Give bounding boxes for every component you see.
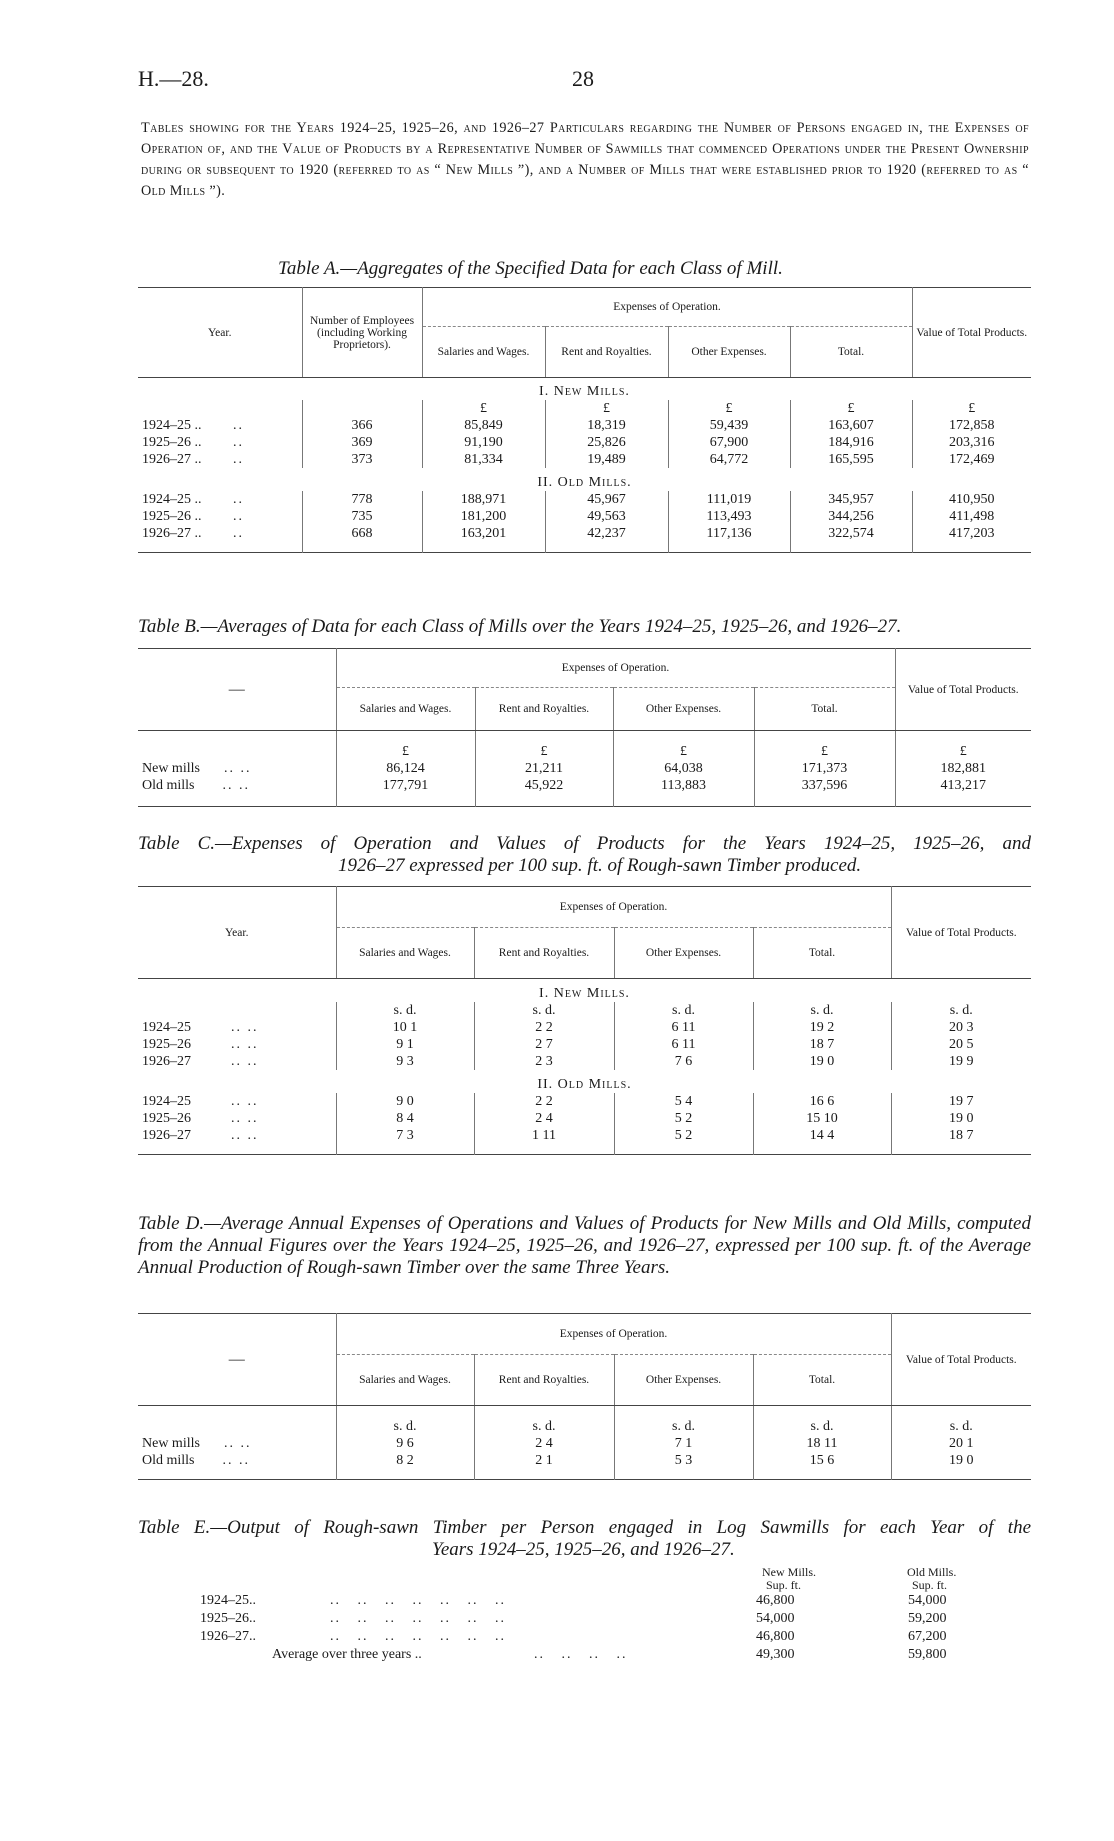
cell-value: 410,950 bbox=[912, 491, 1031, 508]
cell-total: 345,957 bbox=[790, 491, 912, 508]
cell-rent: 21,211 bbox=[475, 760, 613, 777]
cell-value: 172,469 bbox=[912, 451, 1031, 468]
unit-label: s. d. bbox=[474, 1002, 614, 1019]
cell-rent: 45,922 bbox=[475, 777, 613, 807]
leader-dots: .. .. bbox=[231, 1037, 259, 1052]
unit-label: s. d. bbox=[614, 1002, 753, 1019]
cell-old-mills: 59,800 bbox=[908, 1647, 947, 1662]
page-number: 28 bbox=[572, 66, 594, 91]
table-row bbox=[138, 1019, 1031, 1036]
col-label: — bbox=[138, 649, 336, 731]
leader-dots: .. .. bbox=[231, 1054, 259, 1069]
table-e-caption-line2: Years 1924–25, 1925–26, and 1926–27. bbox=[432, 1539, 735, 1560]
row-label: New mills bbox=[142, 761, 200, 776]
cell-other: 7 6 bbox=[614, 1053, 753, 1070]
cell-total: 165,595 bbox=[790, 451, 912, 468]
table-row bbox=[138, 434, 1031, 451]
table-e-caption-line1: Table E.—Output of Rough-sawn Timber per Person engaged in Log Sawmills for each Year of the bbox=[138, 1517, 1031, 1538]
unit-label: Sup. ft. bbox=[912, 1578, 948, 1592]
cell-other: 117,136 bbox=[668, 525, 790, 553]
leader-dots: .. bbox=[233, 492, 244, 507]
cell-rent: 2 2 bbox=[474, 1019, 614, 1036]
leader-dots: .. .. bbox=[223, 1436, 252, 1451]
cell-total: 322,574 bbox=[790, 525, 912, 553]
cell-old-mills: 67,200 bbox=[908, 1629, 947, 1644]
table-row bbox=[200, 1628, 1000, 1645]
cell-other: 67,900 bbox=[668, 434, 790, 451]
cell-total: 163,607 bbox=[790, 417, 912, 434]
row-year: 1925–26 .. bbox=[142, 509, 202, 524]
col-rent: Rent and Royalties. bbox=[545, 327, 668, 378]
col-value: Value of Total Products. bbox=[895, 649, 1031, 731]
document-reference: H.—28. bbox=[138, 66, 209, 91]
cell-rent: 2 4 bbox=[474, 1110, 614, 1127]
cell-total: 16 6 bbox=[753, 1093, 891, 1110]
cell-salaries: 7 3 bbox=[336, 1127, 474, 1155]
row-label: Average over three years .. bbox=[272, 1647, 422, 1662]
cell-value: 417,203 bbox=[912, 525, 1031, 553]
row-year: 1924–25 .. bbox=[142, 492, 202, 507]
leader-dots: .. .. bbox=[231, 1094, 259, 1109]
table-row bbox=[138, 525, 1031, 553]
row-year: 1926–27 .. bbox=[142, 452, 202, 467]
cell-value: 203,316 bbox=[912, 434, 1031, 451]
cell-old-mills: 59,200 bbox=[908, 1611, 947, 1626]
col-salaries: Salaries and Wages. bbox=[336, 1355, 474, 1406]
table-c bbox=[138, 886, 1031, 1155]
cell-rent: 42,237 bbox=[545, 525, 668, 553]
cell-other: 7 1 bbox=[614, 1435, 753, 1452]
col-other: Other Expenses. bbox=[613, 688, 754, 731]
cell-other: 5 2 bbox=[614, 1127, 753, 1155]
cell-rent: 45,967 bbox=[545, 491, 668, 508]
cell-total: 18 11 bbox=[753, 1435, 891, 1452]
unit-label: £ bbox=[545, 400, 668, 417]
col-expenses: Expenses of Operation. bbox=[336, 1314, 891, 1355]
unit-label: £ bbox=[668, 400, 790, 417]
cell-value: 19 0 bbox=[891, 1110, 1031, 1127]
cell-rent: 19,489 bbox=[545, 451, 668, 468]
cell-salaries: 8 2 bbox=[336, 1452, 474, 1480]
cell-rent: 25,826 bbox=[545, 434, 668, 451]
col-value: Value of Total Products. bbox=[891, 887, 1031, 979]
cell-new-mills: 46,800 bbox=[756, 1593, 795, 1608]
row-label: Old mills bbox=[142, 1453, 195, 1468]
cell-other: 111,019 bbox=[668, 491, 790, 508]
unit-label: s. d. bbox=[614, 1406, 753, 1436]
cell-value: 19 0 bbox=[891, 1452, 1031, 1480]
cell-employees: 366 bbox=[302, 417, 422, 434]
cell-salaries: 9 1 bbox=[336, 1036, 474, 1053]
table-row-average bbox=[272, 1646, 1000, 1663]
cell-salaries: 181,200 bbox=[422, 508, 545, 525]
table-a bbox=[138, 287, 1031, 553]
col-total: Total. bbox=[754, 688, 895, 731]
cell-other: 5 4 bbox=[614, 1093, 753, 1110]
col-year: Year. bbox=[138, 887, 336, 979]
table-d bbox=[138, 1313, 1031, 1480]
cell-other: 113,883 bbox=[613, 777, 754, 807]
unit-label: s. d. bbox=[474, 1406, 614, 1436]
cell-value: 411,498 bbox=[912, 508, 1031, 525]
unit-label: s. d. bbox=[336, 1002, 474, 1019]
row-year: 1925–26 bbox=[142, 1037, 191, 1052]
cell-salaries: 9 3 bbox=[336, 1053, 474, 1070]
leader-dots: .. .. .. .. .. .. .. bbox=[330, 1611, 506, 1626]
row-label: Old mills bbox=[142, 778, 195, 793]
table-c-caption-line2: 1926–27 expressed per 100 sup. ft. of Rough-sawn Timber produced. bbox=[338, 855, 862, 876]
col-expenses: Expenses of Operation. bbox=[336, 649, 895, 688]
row-year: 1924–25.. bbox=[200, 1593, 256, 1608]
cell-new-mills: 46,800 bbox=[756, 1629, 795, 1644]
leader-dots: .. .. bbox=[222, 778, 251, 793]
cell-value: 172,858 bbox=[912, 417, 1031, 434]
cell-salaries: 9 6 bbox=[336, 1435, 474, 1452]
row-year: 1926–27 bbox=[142, 1128, 191, 1143]
cell-salaries: 163,201 bbox=[422, 525, 545, 553]
cell-other: 64,038 bbox=[613, 760, 754, 777]
cell-total: 15 10 bbox=[753, 1110, 891, 1127]
intro-paragraph: Tables showing for the Years 1924–25, 1925–26, and 1926–27 Particulars regarding the Number of Persons engaged in, the Expenses of Operation of, and the Value of Products by a Representative Number of Sawmills that commenced Operations under the Present Ownership during or subsequent to 1920 (referred to as “ New Mills ”), and a Number of Mills that were established prior to 1920 (referred to as “ Old Mills ”). bbox=[141, 120, 1029, 199]
col-other: Other Expenses. bbox=[668, 327, 790, 378]
leader-dots: .. bbox=[233, 509, 244, 524]
cell-total: 18 7 bbox=[753, 1036, 891, 1053]
unit-label: £ bbox=[895, 731, 1031, 761]
row-year: 1925–26.. bbox=[200, 1611, 256, 1626]
cell-salaries: 8 4 bbox=[336, 1110, 474, 1127]
table-e-caption bbox=[138, 1517, 1031, 1561]
cell-total: 14 4 bbox=[753, 1127, 891, 1155]
cell-new-mills: 49,300 bbox=[756, 1647, 795, 1662]
table-c-caption-line1: Table C.—Expenses of Operation and Values of Products for the Years 1924–25, 1925–26, and bbox=[138, 833, 1031, 854]
section-new-mills: I. New Mills. bbox=[539, 384, 630, 399]
leader-dots: .. .. bbox=[231, 1128, 259, 1143]
cell-salaries: 86,124 bbox=[336, 760, 475, 777]
leader-dots: .. .. .. .. .. .. .. bbox=[330, 1629, 506, 1644]
col-rent: Rent and Royalties. bbox=[474, 928, 614, 979]
unit-label: s. d. bbox=[891, 1002, 1031, 1019]
cell-rent: 2 3 bbox=[474, 1053, 614, 1070]
table-row bbox=[200, 1610, 1000, 1627]
col-expenses: Expenses of Operation. bbox=[422, 288, 912, 327]
leader-dots: .. .. .. .. bbox=[534, 1647, 628, 1662]
cell-salaries: 85,849 bbox=[422, 417, 545, 434]
table-row bbox=[138, 1093, 1031, 1110]
col-other: Other Expenses. bbox=[614, 928, 753, 979]
cell-employees: 369 bbox=[302, 434, 422, 451]
cell-total: 337,596 bbox=[754, 777, 895, 807]
table-row bbox=[138, 1036, 1031, 1053]
row-year: 1925–26 .. bbox=[142, 435, 202, 450]
leader-dots: .. .. bbox=[222, 1453, 251, 1468]
col-total: Total. bbox=[753, 1355, 891, 1406]
cell-other: 5 2 bbox=[614, 1110, 753, 1127]
cell-rent: 2 1 bbox=[474, 1452, 614, 1480]
unit-label: £ bbox=[475, 731, 613, 761]
col-salaries: Salaries and Wages. bbox=[336, 928, 474, 979]
col-salaries: Salaries and Wages. bbox=[336, 688, 475, 731]
table-row bbox=[138, 417, 1031, 434]
row-label: New mills bbox=[142, 1436, 200, 1451]
cell-other: 113,493 bbox=[668, 508, 790, 525]
table-row bbox=[138, 1127, 1031, 1155]
col-old-mills: Old Mills. bbox=[907, 1565, 957, 1579]
table-row bbox=[138, 1435, 1031, 1452]
cell-other: 6 11 bbox=[614, 1036, 753, 1053]
cell-other: 59,439 bbox=[668, 417, 790, 434]
table-row bbox=[138, 1452, 1031, 1480]
cell-total: 15 6 bbox=[753, 1452, 891, 1480]
cell-rent: 2 2 bbox=[474, 1093, 614, 1110]
row-year: 1924–25 bbox=[142, 1094, 191, 1109]
cell-employees: 373 bbox=[302, 451, 422, 468]
table-b-caption: Table B.—Averages of Data for each Class of Mills over the Years 1924–25, 1925–26, and 1926–27. bbox=[138, 616, 902, 637]
cell-salaries: 177,791 bbox=[336, 777, 475, 807]
table-row bbox=[138, 760, 1031, 777]
section-new-mills: I. New Mills. bbox=[539, 986, 630, 1001]
col-salaries: Salaries and Wages. bbox=[422, 327, 545, 378]
row-year: 1925–26 bbox=[142, 1111, 191, 1126]
cell-value: 413,217 bbox=[895, 777, 1031, 807]
cell-rent: 2 7 bbox=[474, 1036, 614, 1053]
row-year: 1926–27 .. bbox=[142, 526, 202, 541]
leader-dots: .. bbox=[233, 418, 244, 433]
col-value: Value of Total Products. bbox=[891, 1314, 1031, 1406]
row-year: 1926–27.. bbox=[200, 1629, 256, 1644]
cell-other: 64,772 bbox=[668, 451, 790, 468]
cell-total: 171,373 bbox=[754, 760, 895, 777]
unit-label: £ bbox=[754, 731, 895, 761]
col-year: Year. bbox=[138, 288, 302, 378]
cell-employees: 668 bbox=[302, 525, 422, 553]
cell-value: 19 9 bbox=[891, 1053, 1031, 1070]
table-a-caption: Table A.—Aggregates of the Specified Data for each Class of Mill. bbox=[278, 258, 783, 279]
col-expenses: Expenses of Operation. bbox=[336, 887, 891, 928]
cell-salaries: 188,971 bbox=[422, 491, 545, 508]
cell-total: 19 2 bbox=[753, 1019, 891, 1036]
cell-value: 20 5 bbox=[891, 1036, 1031, 1053]
table-row bbox=[138, 451, 1031, 468]
leader-dots: .. bbox=[233, 526, 244, 541]
unit-label: Sup. ft. bbox=[766, 1578, 802, 1592]
table-d-caption: Table D.—Average Annual Expenses of Operations and Values of Products for New Mills and Old Mills, computed from the Annual Figures over the Years 1924–25, 1925–26, and 1926–27, expressed per 100 sup. ft. of the Average Annual Production of Rough-sawn Timber over the same Three Years. bbox=[138, 1213, 1031, 1278]
cell-salaries: 9 0 bbox=[336, 1093, 474, 1110]
table-row bbox=[138, 777, 1031, 807]
col-rent: Rent and Royalties. bbox=[474, 1355, 614, 1406]
col-employees: Number of Employees (including Working Proprietors). bbox=[302, 288, 422, 378]
unit-label: s. d. bbox=[753, 1406, 891, 1436]
section-old-mills: II. Old Mills. bbox=[537, 475, 632, 490]
leader-dots: .. .. bbox=[223, 761, 252, 776]
cell-employees: 778 bbox=[302, 491, 422, 508]
unit-label: s. d. bbox=[336, 1406, 474, 1436]
col-rent: Rent and Royalties. bbox=[475, 688, 613, 731]
cell-other: 5 3 bbox=[614, 1452, 753, 1480]
cell-rent: 49,563 bbox=[545, 508, 668, 525]
table-row bbox=[138, 1110, 1031, 1127]
leader-dots: .. .. bbox=[231, 1020, 259, 1035]
unit-label: £ bbox=[613, 731, 754, 761]
unit-label: £ bbox=[790, 400, 912, 417]
cell-total: 19 0 bbox=[753, 1053, 891, 1070]
cell-total: 344,256 bbox=[790, 508, 912, 525]
leader-dots: .. bbox=[233, 435, 244, 450]
cell-salaries: 91,190 bbox=[422, 434, 545, 451]
cell-old-mills: 54,000 bbox=[908, 1593, 947, 1608]
table-row bbox=[200, 1592, 947, 1609]
col-new-mills: New Mills. bbox=[762, 1565, 816, 1579]
table-b bbox=[138, 648, 1031, 807]
section-old-mills: II. Old Mills. bbox=[537, 1077, 632, 1092]
table-row bbox=[138, 508, 1031, 525]
cell-rent: 18,319 bbox=[545, 417, 668, 434]
unit-label: £ bbox=[336, 731, 475, 761]
table-row bbox=[138, 1053, 1031, 1070]
unit-label: £ bbox=[422, 400, 545, 417]
cell-value: 18 7 bbox=[891, 1127, 1031, 1155]
cell-value: 20 1 bbox=[891, 1435, 1031, 1452]
leader-dots: .. .. bbox=[231, 1111, 259, 1126]
cell-salaries: 10 1 bbox=[336, 1019, 474, 1036]
col-value: Value of Total Products. bbox=[912, 288, 1031, 378]
row-year: 1926–27 bbox=[142, 1054, 191, 1069]
unit-label: £ bbox=[912, 400, 1031, 417]
cell-value: 19 7 bbox=[891, 1093, 1031, 1110]
cell-other: 6 11 bbox=[614, 1019, 753, 1036]
cell-salaries: 81,334 bbox=[422, 451, 545, 468]
cell-employees: 735 bbox=[302, 508, 422, 525]
cell-value: 182,881 bbox=[895, 760, 1031, 777]
cell-value: 20 3 bbox=[891, 1019, 1031, 1036]
table-c-caption bbox=[138, 833, 1031, 877]
col-other: Other Expenses. bbox=[614, 1355, 753, 1406]
col-total: Total. bbox=[753, 928, 891, 979]
cell-rent: 2 4 bbox=[474, 1435, 614, 1452]
col-total: Total. bbox=[790, 327, 912, 378]
cell-rent: 1 11 bbox=[474, 1127, 614, 1155]
leader-dots: .. bbox=[233, 452, 244, 467]
unit-label: s. d. bbox=[753, 1002, 891, 1019]
col-label: — bbox=[138, 1314, 336, 1406]
unit-label: s. d. bbox=[891, 1406, 1031, 1436]
table-row bbox=[138, 491, 1031, 508]
cell-new-mills: 54,000 bbox=[756, 1611, 795, 1626]
row-year: 1924–25 .. bbox=[142, 418, 202, 433]
leader-dots: .. .. .. .. .. .. .. bbox=[330, 1593, 506, 1608]
row-year: 1924–25 bbox=[142, 1020, 191, 1035]
cell-total: 184,916 bbox=[790, 434, 912, 451]
